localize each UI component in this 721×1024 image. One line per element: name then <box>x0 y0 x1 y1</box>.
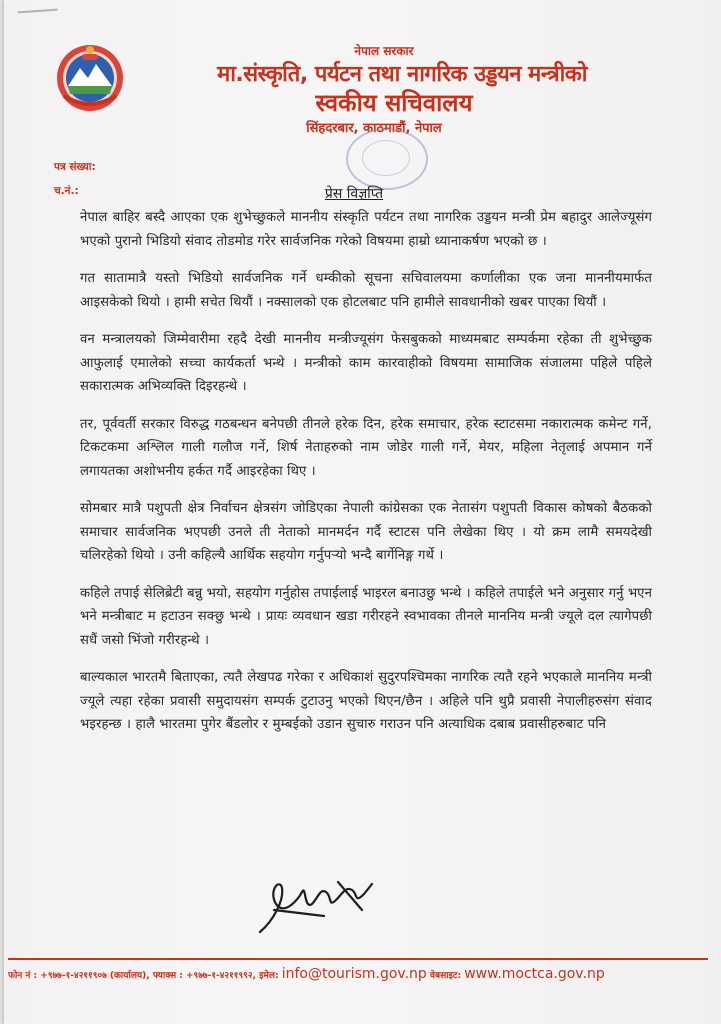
phone-number: +९७७-१-४२११९०७ (कार्यालय), <box>40 971 150 981</box>
paragraph: बाल्यकाल भारतमै बिताएका, त्यतै लेखपढ गरेका र अधिकाशं सुदुरपश्चिमका नागरिक त्यतै रहने भएकाले माननिय मन्त्री ज्यूले त्यहा रहेका प्रवासी समुदायसंग सम्पर्क टुटाउनु भएको थिएन/छैन । अहिले पनि थुप्रै प्रवासी नेपालीहरुसंग संवाद भइरहन्छ । हालै भारतमा पुगेर बैंडलोर र मुम्बईको उडान सुचारु गराउन पनि अत्याधिक दबाब प्रवासीहरुबाट पनि <box>80 670 652 732</box>
fax-number: +९७७-१-४२११९९२, <box>186 971 256 981</box>
website-url[interactable]: www.moctca.gov.np <box>464 966 605 982</box>
press-release-body <box>80 206 652 751</box>
signature-icon <box>254 870 384 940</box>
ministry-title: मा.संस्कृति, पर्यटन तथा नागरिक उड्डयन मन्त्रीको <box>217 62 587 87</box>
email-address[interactable]: info@tourism.gov.np <box>281 966 427 982</box>
nepal-emblem-icon <box>54 42 126 114</box>
dispatch-number-label: च.नं.: <box>54 185 79 197</box>
office-title: स्वकीय सचिवालय <box>315 89 473 117</box>
paragraph: नेपाल बाहिर बस्दै आएका एक शुभेच्छुकले माननीय संस्कृति पर्यटन तथा नागरिक उड्डयन मन्त्री प्रेम बहादुर आलेज्यूसंग भएको पुरानो भिडियो संवाद तोडमोड गरेर सार्वजनिक गरेको विषयमा हाम्रो ध्यानाकर्षण भएको छ । <box>80 210 652 249</box>
government-label: नेपाल सरकार <box>354 44 414 58</box>
paper-crease <box>18 9 59 22</box>
paragraph: गत सातामात्रै यस्तो भिडियो सार्वजनिक गर्ने धम्कीको सूचना सचिवालयमा कर्णालीका एक जना माननीयमार्फत आइसकेको थियो । हामी सचेत थियौं । नक्सालको एक होटलबाट पनि हामीले सावधानीको खबर पाएका थियौं । <box>80 271 652 310</box>
letterhead-footer <box>8 966 712 982</box>
office-address: सिंहदरबार, काठमाडौं, नेपाल <box>306 121 442 136</box>
paragraph: सोमबार मात्रै पशुपती क्षेत्र निर्वाचन क्षेत्रसंग जोडिएका नेपाली कांग्रेसका एक नेतासंग पशुपती विकास कोषको बैठकको समाचार सार्वजनिक भएपछी उनले ती नेताको मानमर्दन गर्दै स्टाटस पनि लेखेका थिए । यो क्रम लामै समयदेखी चलिरहेको थियो । उनी कहिल्यै आर्थिक सहयोग गर्नुपर्‍यो भन्दै बार्गेनिङ्ग गर्थे । <box>80 501 652 563</box>
dispatch-number-field <box>54 184 79 198</box>
letter-page <box>4 0 721 1024</box>
fax-label: फ्याक्स : <box>152 971 183 981</box>
paragraph: वन मन्त्रालयको जिम्मेवारीमा रहदै देखी माननीय मन्त्रीज्यूसंग फेसबुकको माध्यमबाट सम्पर्कमा रहेका ती शुभेच्छुक आफुलाई एमालेको सच्चा कार्यकर्ता भन्थे । मन्त्रीको काम कारवाहीको विषयमा सामाजिक संजालमा पहिले पहिले सकारात्मक अभिव्यक्ति दिइरहन्थे । <box>80 332 652 394</box>
footer-rule <box>8 958 708 960</box>
letter-number-field <box>54 160 96 174</box>
website-label: वेबसाइट: <box>429 971 462 981</box>
letter-number-label: पत्र संख्या: <box>54 161 96 173</box>
email-label: इमेल: <box>259 971 279 981</box>
phone-label: फोन नं : <box>8 971 38 981</box>
paragraph: कहिले तपाई सेलिब्रेटी बन्नु भयो, सहयोग गर्नुहोस तपाईलाई भाइरल बनाउछु भन्थे । कहिले तपाईले भने अनुसार गर्नु भएन भने मन्त्रीबाट म हटाउन सक्छु भन्थे । प्रायः व्यवधान खडा गरीरहने स्वभावका तीनले माननिय मन्त्री ज्यूले दल त्यागेपछी सधैं जसो भिंजो गरीरहन्थे । <box>80 585 652 648</box>
paragraph: तर, पूर्ववर्ती सरकार विरुद्ध गठबन्धन बनेपछी तीनले हरेक दिन, हरेक समाचार, हरेक स्टाटसमा नकारात्मक कमेन्ट गर्ने, टिकटकमा अश्लिल गाली गलौज गर्ने, शिर्ष नेताहरुको नाम जोडेर गाली गर्ने, मेयर, महिला नेतृलाई अपमान गर्ने लगायतका अशोभनीय हर्कत गर्दै आइरहेका थिए । <box>80 416 652 479</box>
document-title: प्रेस विज्ञप्ति <box>324 186 384 202</box>
office-stamp-icon <box>346 128 428 190</box>
